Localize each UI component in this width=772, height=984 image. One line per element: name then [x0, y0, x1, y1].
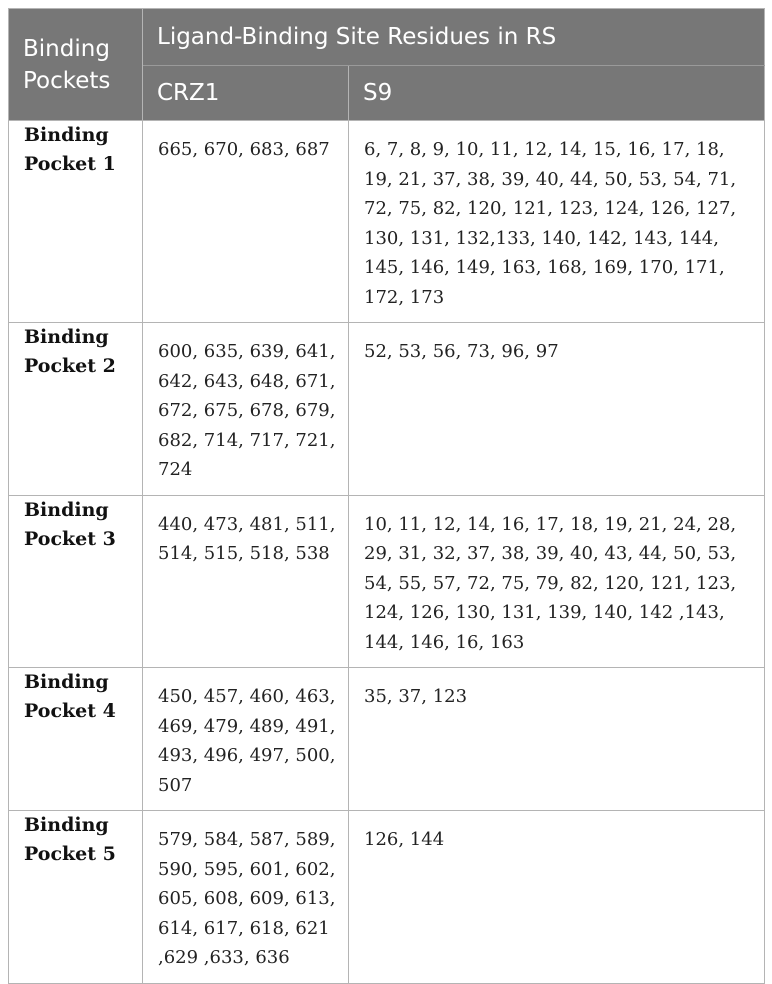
- s9-residues: 52, 53, 56, 73, 96, 97: [349, 323, 765, 496]
- residues-table: [8, 8, 765, 984]
- crz1-residues: 450, 457, 460, 463, 469, 479, 489, 491, 493, 496, 497, 500, 507: [143, 668, 349, 811]
- crz1-residues: 579, 584, 587, 589, 590, 595, 601, 602, 605, 608, 609, 613, 614, 617, 618, 621 ,629 ,633, 636: [143, 811, 349, 984]
- crz1-residues: 440, 473, 481, 511, 514, 515, 518, 538: [143, 495, 349, 668]
- crz1-residues: 665, 670, 683, 687: [143, 121, 349, 323]
- table-row: [9, 495, 765, 668]
- table-row: [9, 811, 765, 984]
- row-label: Binding Pocket 3: [9, 495, 143, 668]
- s9-residues: 10, 11, 12, 14, 16, 17, 18, 19, 21, 24, 28, 29, 31, 32, 37, 38, 39, 40, 43, 44, 50, 53, 54, 55, 57, 72, 75, 79, 82, 120, 121, 123, 124, 126, 130, 131, 139, 140, 142 ,143, 144, 146, 16, 163: [349, 495, 765, 668]
- header-ligand-binding-residues: Ligand-Binding Site Residues in RS: [143, 9, 765, 66]
- table-row: [9, 668, 765, 811]
- table-row: [9, 323, 765, 496]
- header-s9: S9: [349, 66, 765, 121]
- row-label: Binding Pocket 2: [9, 323, 143, 496]
- row-label: Binding Pocket 5: [9, 811, 143, 984]
- s9-residues: 35, 37, 123: [349, 668, 765, 811]
- header-crz1: CRZ1: [143, 66, 349, 121]
- s9-residues: 6, 7, 8, 9, 10, 11, 12, 14, 15, 16, 17, 18, 19, 21, 37, 38, 39, 40, 44, 50, 53, 54, 71, 72, 75, 82, 120, 121, 123, 124, 126, 127, 130, 131, 132,133, 140, 142, 143, 144, 145, 146, 149, 163, 168, 169, 170, 171, 172, 173: [349, 121, 765, 323]
- row-label: Binding Pocket 4: [9, 668, 143, 811]
- header-binding-pockets: Binding Pockets: [9, 9, 143, 121]
- crz1-residues: 600, 635, 639, 641, 642, 643, 648, 671, 672, 675, 678, 679, 682, 714, 717, 721, 724: [143, 323, 349, 496]
- s9-residues: 126, 144: [349, 811, 765, 984]
- row-label: Binding Pocket 1: [9, 121, 143, 323]
- table-row: [9, 121, 765, 323]
